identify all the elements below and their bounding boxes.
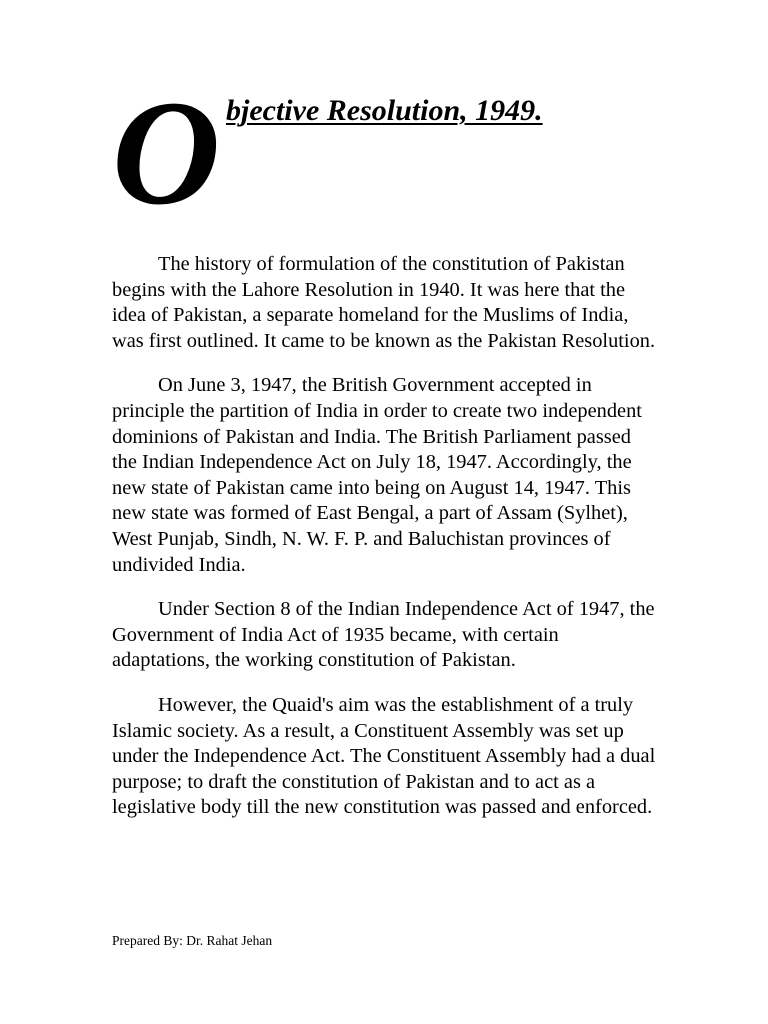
document-heading — [112, 70, 672, 236]
page-footer: Prepared By: Dr. Rahat Jehan — [112, 933, 273, 948]
paragraph-constituent-assembly: However, the Quaid's aim was the establishment of a truly Islamic society. As a result, a Constituent Assembly was set up under the Independence Act. The Constituent Assembly had a dual purpose; to draft the constitution of Pakistan and to act as a legislative body till the new constitution was passed and enforced. — [112, 693, 656, 819]
paragraph-section-8: Under Section 8 of the Indian Independence Act of 1947, the Government of India Act of 1935 became, with certain adaptations, the working constitution of Pakistan. — [112, 598, 655, 672]
document-title: bjective Resolution, 1949. — [226, 94, 543, 127]
paragraph-lahore-resolution: The history of formulation of the constitution of Pakistan begins with the Lahore Resolution in 1940. It was here that the idea of Pakistan, a separate homeland for the Muslims of India, was first outlined. It came to be known as the Pakistan Resolution. — [112, 253, 656, 352]
document-body — [112, 252, 657, 840]
paragraph-partition: On June 3, 1947, the British Government accepted in principle the partition of India in order to create two independent dominions of Pakistan and India. The British Parliament passed the Indian Independence Act on July 18, 1947. Accordingly, the new state of Pakistan came into being on August 14, 1947. This new state was formed of East Bengal, a part of Assam (Sylhet), West Punjab, Sindh, N. W. F. P. and Baluchistan provinces of undivided India. — [112, 374, 642, 576]
drop-cap-letter: O — [112, 70, 221, 236]
